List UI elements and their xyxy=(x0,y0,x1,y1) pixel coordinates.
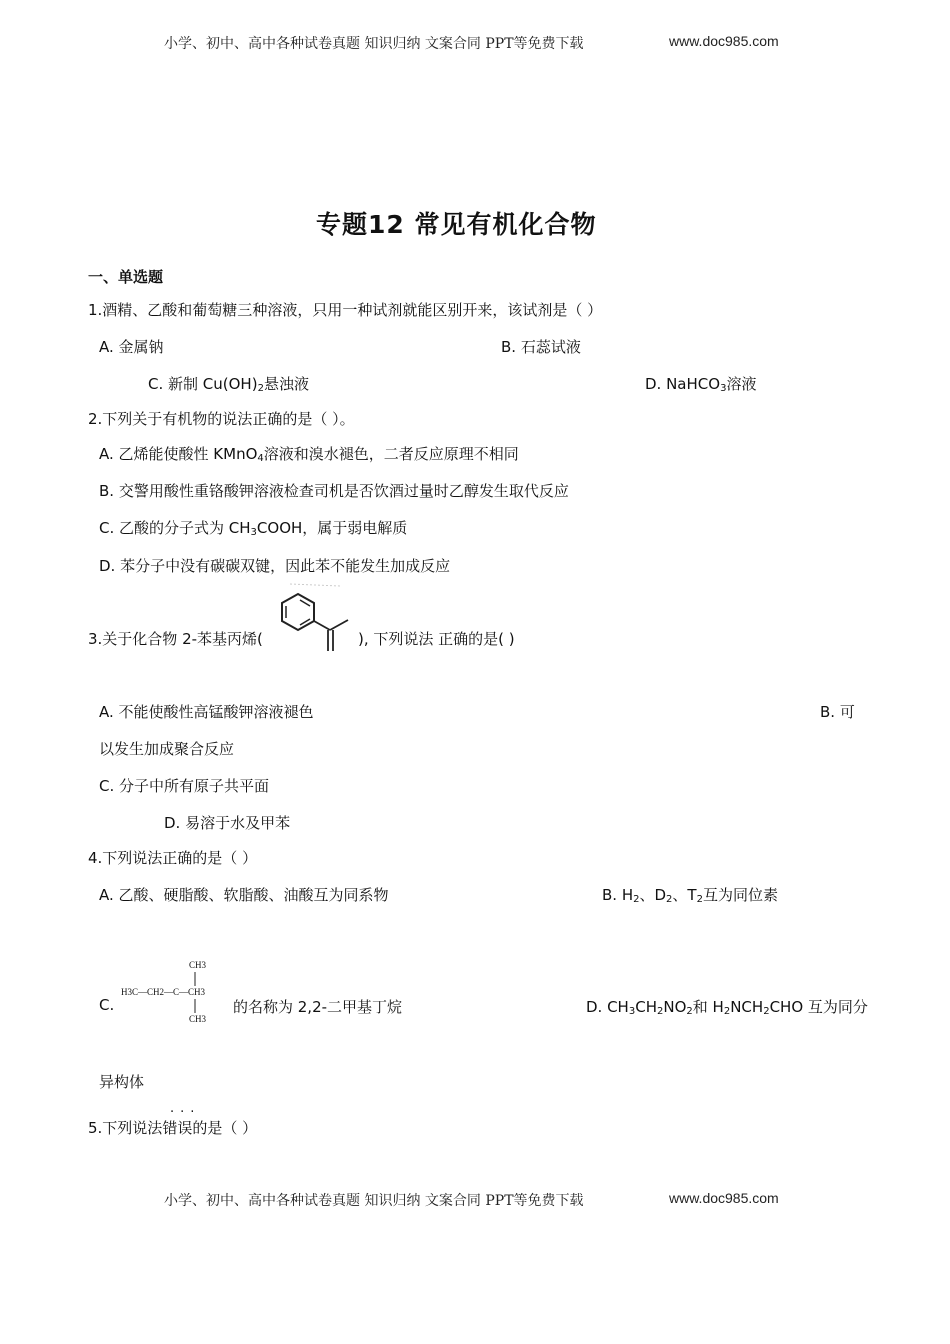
q1-stem: 1.酒精、乙酸和葡萄糖三种溶液，只用一种试剂就能区别开来，该试剂是（ ） xyxy=(88,301,603,319)
q4-option-a: A. 乙酸、硬脂酸、软脂酸、油酸互为同系物 xyxy=(99,886,389,904)
q4-option-d-continued: 异构体 xyxy=(99,1073,145,1091)
structure-ch3-bottom: CH3 xyxy=(189,1014,207,1024)
q1-option-c: C. 新制 $Cu(OH)_2$悬浊液 xyxy=(148,375,309,394)
q2-option-a: A. 乙烯能使酸性 KMnO$_4$溶液和溴水褪色，二者反应原理不相同 xyxy=(99,445,519,464)
footer-text: 小学、初中、高中各种试卷真题 知识归纳 文案合同 PPT等免费下载 xyxy=(164,1193,584,1209)
q4-stem: 4.下列说法正确的是（ ） xyxy=(88,849,258,867)
q2-option-d: D. 苯分子中没有碳碳双键，因此苯不能发生加成反应 xyxy=(99,557,451,575)
phenylpropene-structure xyxy=(270,584,362,654)
q3-option-d: D. 易溶于水及甲苯 xyxy=(164,814,291,832)
dimethylbutane-structure xyxy=(121,960,233,1024)
q1-option-d: D. NaHCO$_3$溶液 xyxy=(645,375,757,394)
page-title: 专题12 常见有机化合物 xyxy=(316,210,597,239)
q1-option-b: B. 石蕊试液 xyxy=(501,338,581,356)
footer-url: www.doc985.com xyxy=(669,1190,779,1206)
q4-option-c-label: C. xyxy=(99,996,115,1014)
q3-option-a: A. 不能使酸性高锰酸钾溶液褪色 xyxy=(99,703,314,721)
q4-option-c-text: 的名称为 2,2-二甲基丁烷 xyxy=(233,998,403,1016)
q1-option-a: A. 金属钠 xyxy=(99,338,164,356)
q5-emphasis-dots: ... xyxy=(170,1101,201,1116)
structure-ch3-top: CH3 xyxy=(189,960,207,970)
header-url: www.doc985.com xyxy=(669,33,779,49)
q5-stem: 5.下列说法错误的是（ ） xyxy=(88,1119,258,1137)
header-text: 小学、初中、高中各种试卷真题 知识归纳 文案合同 PPT等免费下载 xyxy=(164,36,584,52)
q3-stem-start: 3.关于化合物 2-苯基丙烯( xyxy=(88,630,263,648)
q3-option-b: B. 可 xyxy=(820,703,855,721)
q3-stem-end: ), 下列说法 正确的是( ) xyxy=(358,630,515,648)
q4-option-d: D. $CH_3CH_2NO_2$和 $H_2NCH_2CHO$ 互为同分 xyxy=(586,998,868,1017)
q4-option-b: B. $H_2$、$D_2$、$T_2$互为同位素 xyxy=(602,886,778,905)
q2-stem: 2.下列关于有机物的说法正确的是（ ）。 xyxy=(88,410,355,428)
q3-option-c: C. 分子中所有原子共平面 xyxy=(99,777,270,795)
structure-main-chain: H3C—CH2—C—CH3 xyxy=(121,987,206,997)
section-heading: 一、单选题 xyxy=(88,268,164,286)
q2-option-c: C. 乙酸的分子式为 $CH_3COOH$，属于弱电解质 xyxy=(99,519,408,538)
q3-option-b-continued: 以发生加成聚合反应 xyxy=(99,740,235,758)
q2-option-b: B. 交警用酸性重铬酸钾溶液检查司机是否饮酒过量时乙醇发生取代反应 xyxy=(99,482,569,500)
